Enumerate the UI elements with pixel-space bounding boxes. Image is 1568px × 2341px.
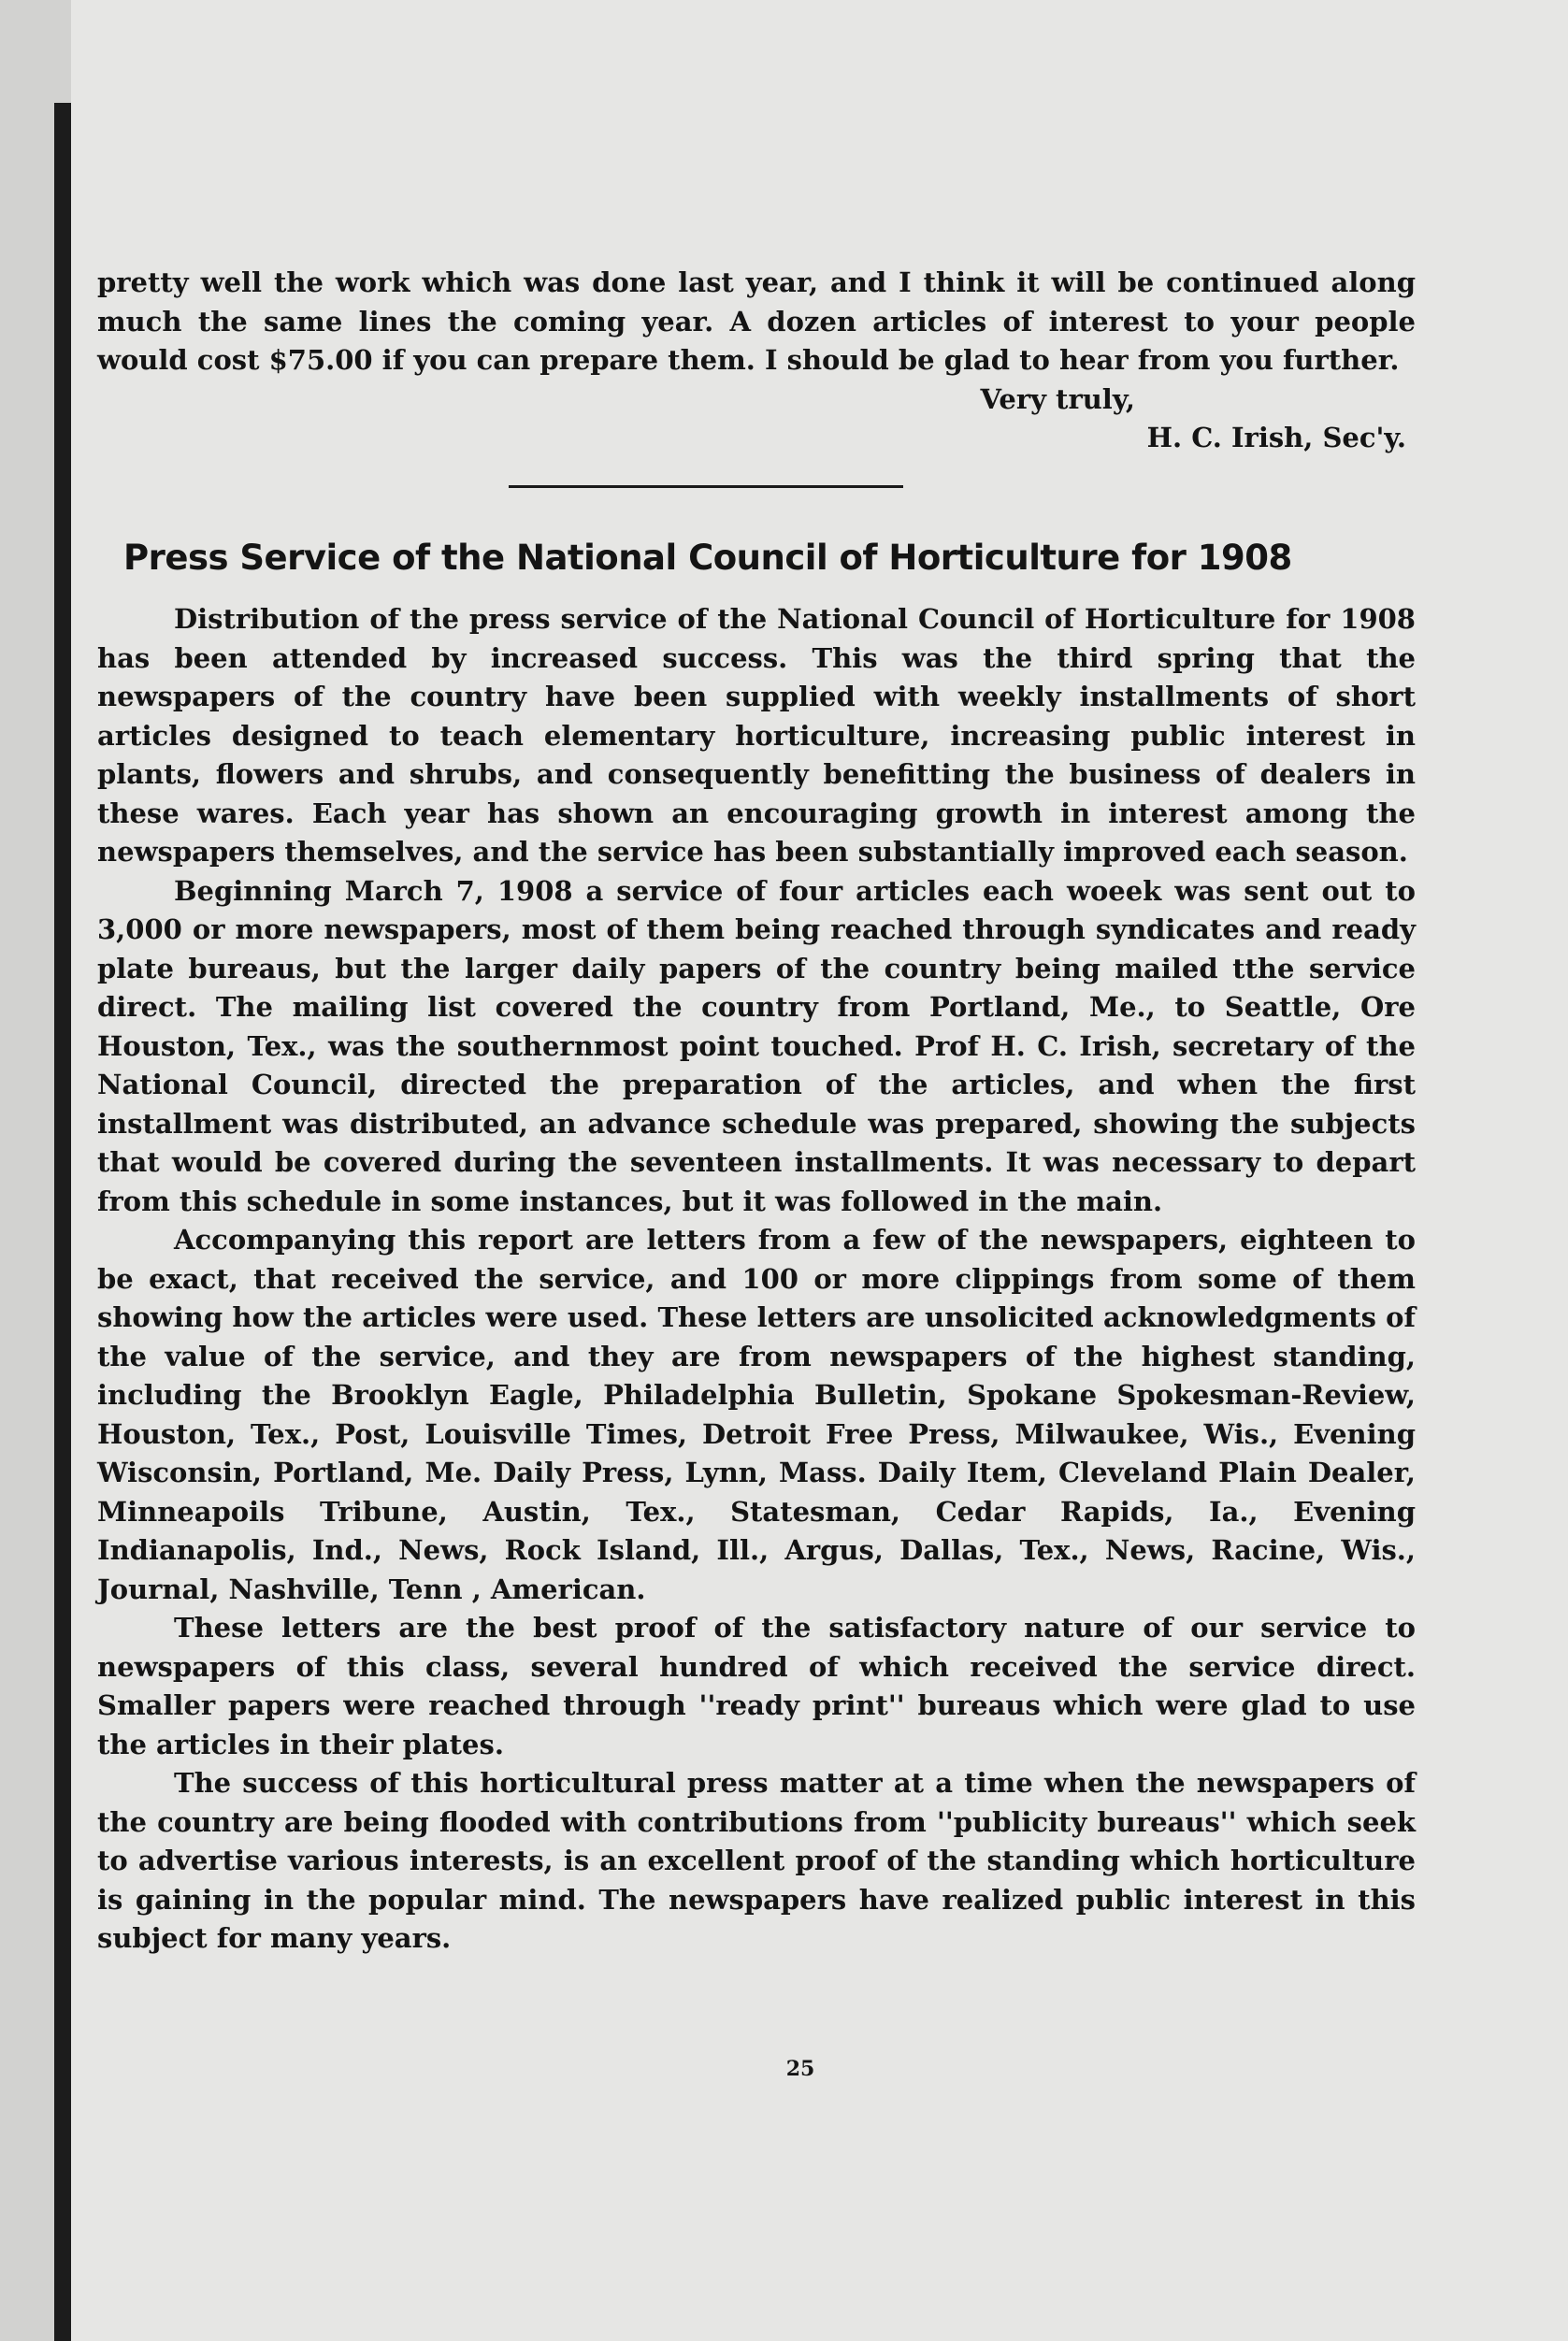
letter-closing-text: pretty well the work which was done last year, and I think it will be continued along much the same lines the coming year. A dozen articles of interest to your people would cost $75.00 if you can prepare them. I should be glad to hear from you further.: [97, 266, 1416, 376]
closing-row: [97, 381, 1416, 420]
binding-edge: [54, 103, 71, 2341]
letter-signature: H. C. Irish, Sec'y.: [1146, 422, 1406, 453]
article-paragraph: Accompanying this report are letters from a few of the newspapers, eighteen to be exact, that received the service, and 100 or more clippings from some of them showing how the articles were used. These letters are unsolicited acknowledgments of the value of the service, and they are from newspapers of the highest standing, including the Brooklyn Eagle, Philadelphia Bulletin, Spokane Spokesman-Review, Houston, Tex., Post, Louisville Times, Detroit Free Press, Milwaukee, Wis., Evening Wisconsin, Portland, Me. Daily Press, Lynn, Mass. Daily Item, Cleveland Plain Dealer, Minneapoils Tribune, Austin, Tex., Statesman, Cedar Rapids, Ia., Evening Indianapolis, Ind., News, Rock Island, Ill., Argus, Dallas, Tex., News, Racine, Wis., Journal, Nashville, Tenn , American.: [97, 1224, 1416, 1605]
article-paragraph: Beginning March 7, 1908 a service of four articles each woeek was sent out to 3,000 or more newspapers, most of them being reached through syndicates and ready plate bureaus, but the larger daily papers of the country being mailed tthe service direct. The mailing list covered the country from Portland, Me., to Seattle, Ore Houston, Tex., was the southernmost point touched. Prof H. C. Irish, secretary of the National Council, directed the preparation of the articles, and when the first installment was distributed, an advance schedule was prepared, showing the subjects that would be covered during the seventeen installments. It was necessary to depart from this schedule in some instances, but it was followed in the main.: [97, 874, 1416, 1217]
section-divider: [509, 485, 903, 488]
article-body: [97, 600, 1416, 1959]
letter-closing-salutation: Very truly,: [980, 382, 1135, 415]
page-number: 25: [785, 2057, 815, 2081]
letter-closing-block: [97, 264, 1416, 458]
article-paragraph: The success of this horticultural press matter at a time when the newspapers of the country are being flooded with contributions from ''publicity bureaus'' which seek to advertise various interests, is an excellent proof of the standing which horticulture is gaining in the popular mind. The newspapers have realized public interest in this subject for many years.: [97, 1767, 1416, 1954]
article-title: Press Service of the National Council of Horticulture for 1908: [123, 538, 1292, 578]
article-paragraph: These letters are the best proof of the satisfactory nature of our service to newspapers of this class, several hundred of which received the service direct. Smaller papers were reached through ''ready print'' bureaus which were glad to use the articles in their plates.: [97, 1612, 1416, 1760]
book-page: [71, 0, 1568, 2341]
article-paragraph: Distribution of the press service of the National Council of Horticulture for 1908 has been attended by increased success. This was the third spring that the newspapers of the country have been supplied with weekly installments of short articles designed to teach elementary horticulture, increasing public interest in plants, flowers and shrubs, and consequently benefitting the business of dealers in these wares. Each year has shown an encouraging growth in interest among the newspapers themselves, and the service has been substantially improved each season.: [97, 603, 1416, 868]
